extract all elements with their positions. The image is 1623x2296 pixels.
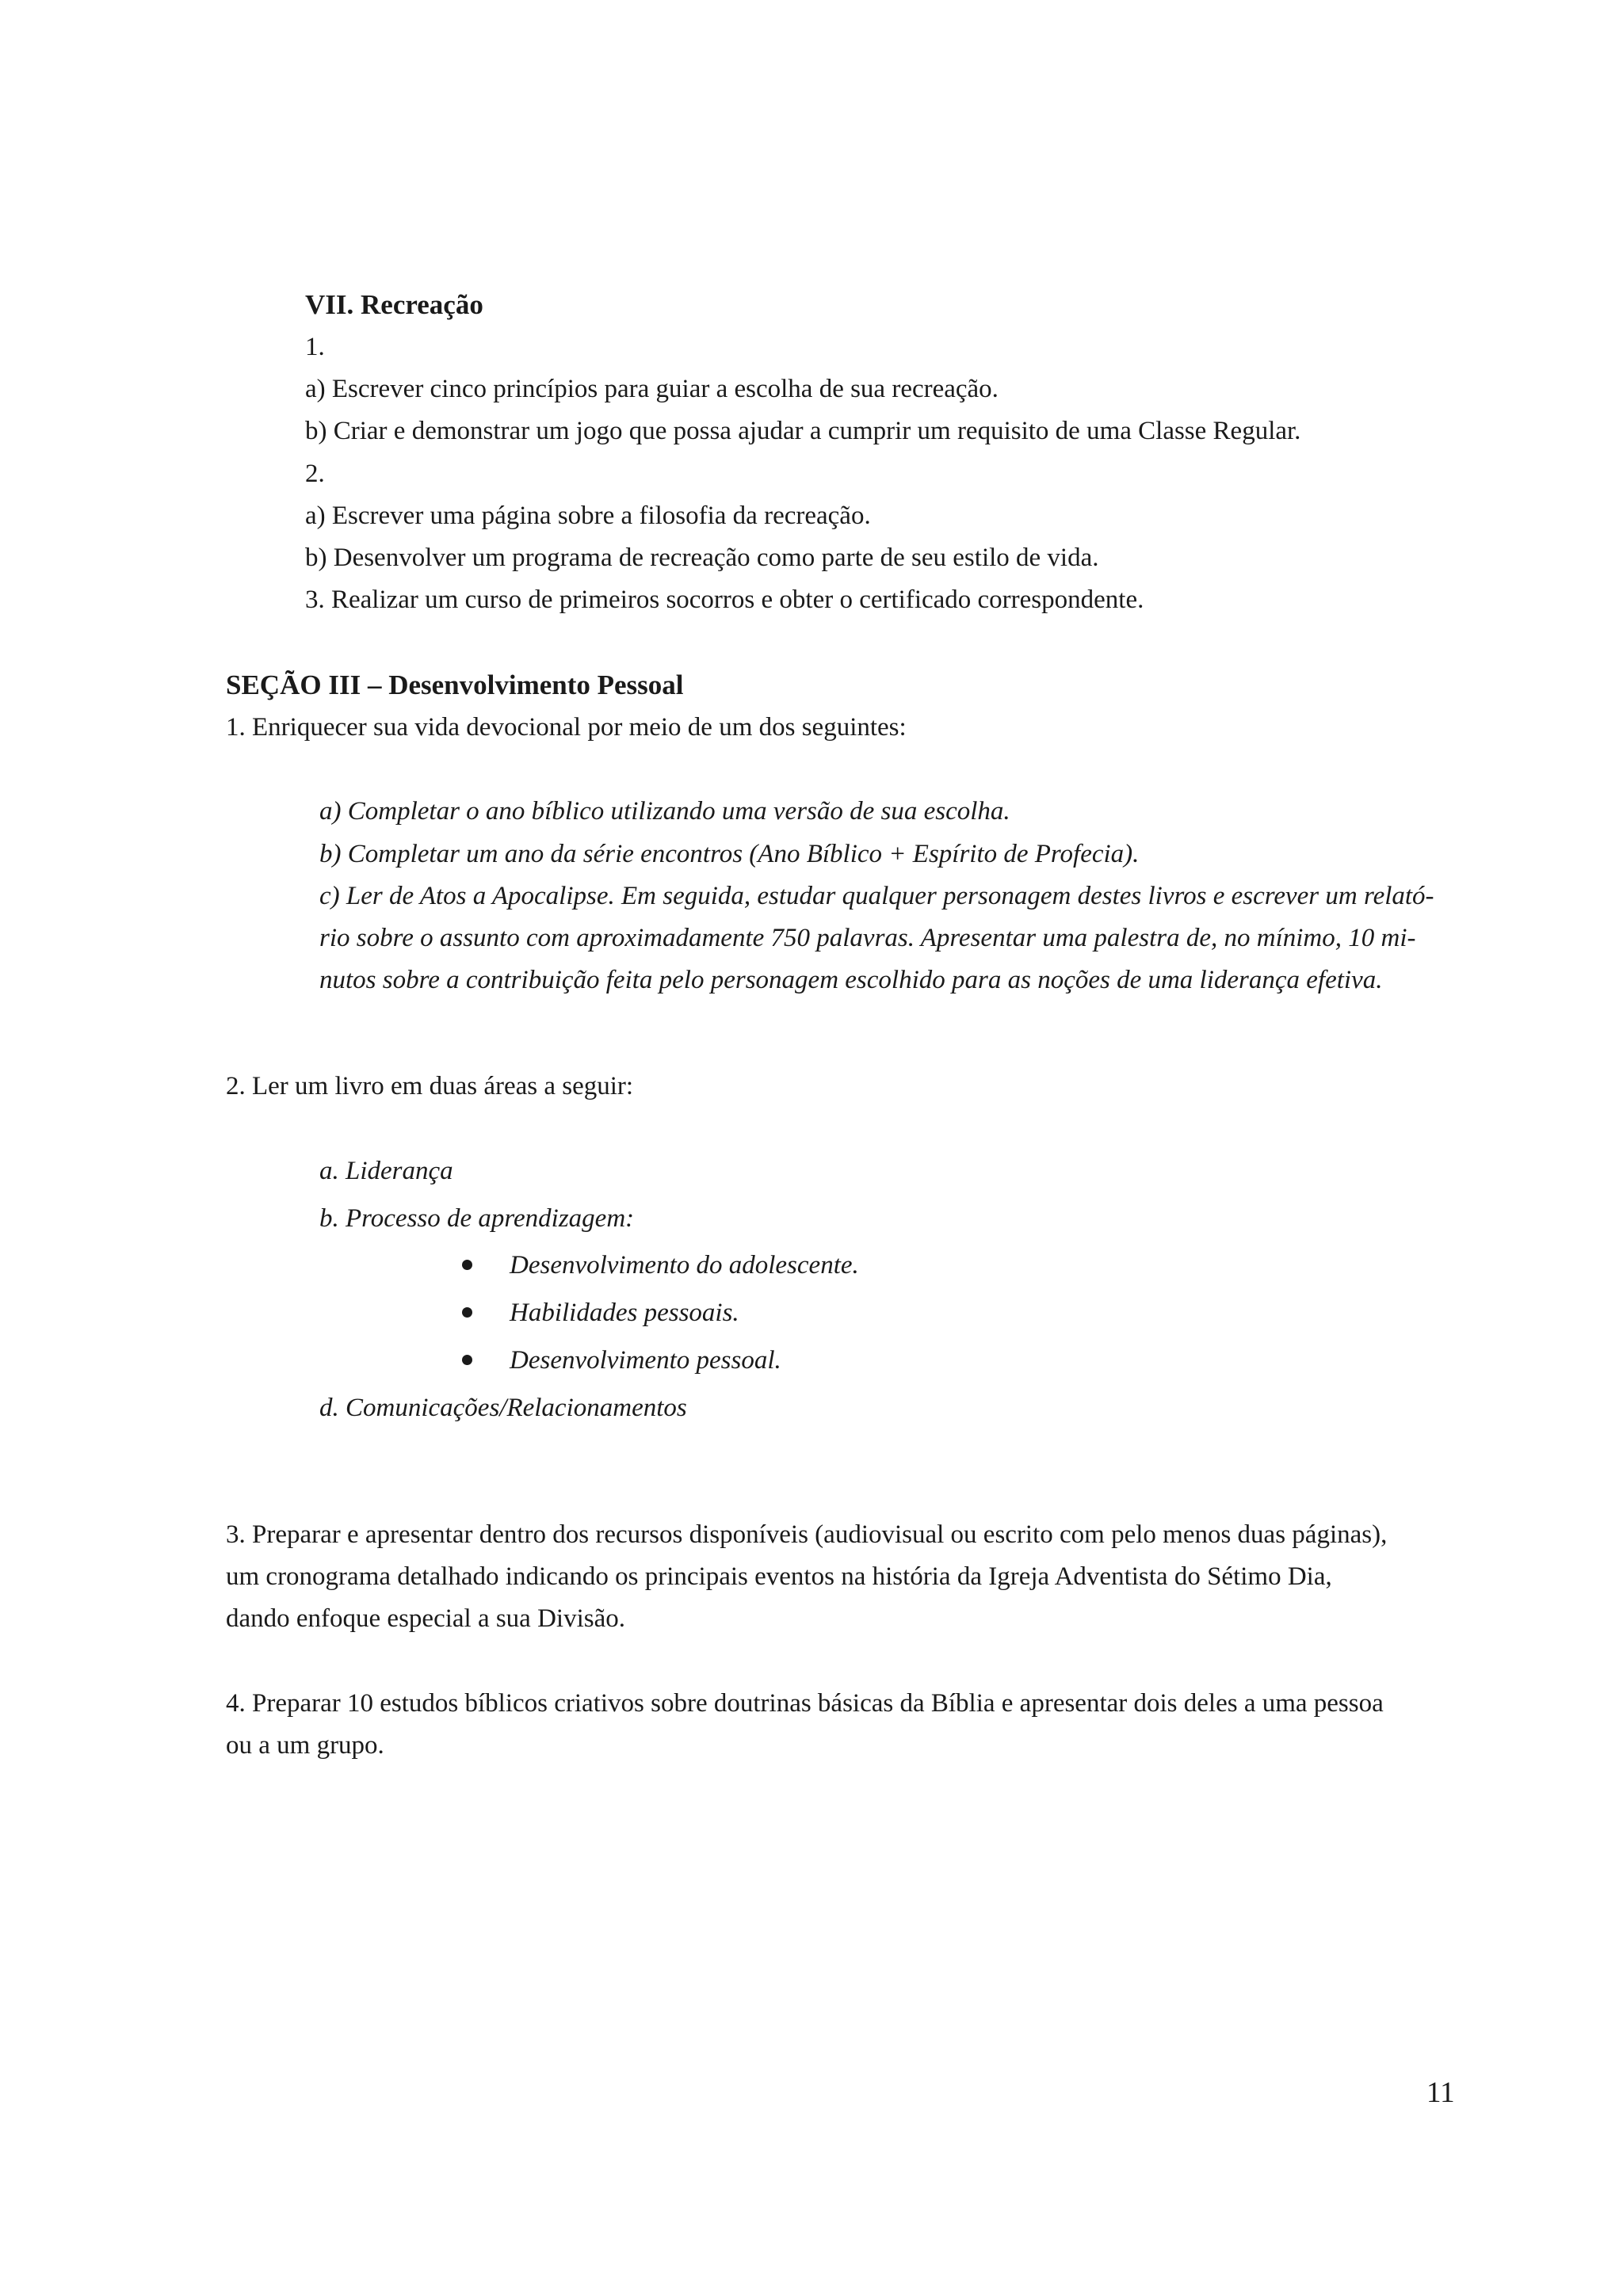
item-2b: b) Desenvolver um programa de recreação como parte de seu estilo de vida.: [305, 543, 1099, 572]
question-1-option-c-line1: c) Ler de Atos a Apocalipse. Em seguida, estudar qualquer personagem destes livros e escrever um relató-: [319, 882, 1434, 910]
question-1-option-c-line2: rio sobre o assunto com aproximadamente 750 palavras. Apresentar uma palestra de, no mínimo, 10 mi-: [319, 924, 1416, 952]
bullet-icon: [462, 1260, 472, 1270]
bullet-icon: [462, 1355, 472, 1365]
question-2-option-d: d. Comunicações/Relacionamentos: [319, 1394, 687, 1422]
bullet-icon: [462, 1307, 472, 1318]
item-number-2: 2.: [305, 460, 325, 488]
item-number-1: 1.: [305, 333, 325, 361]
question-1: 1. Enriquecer sua vida devocional por meio de um dos seguintes:: [226, 713, 907, 742]
question-3-line3: dando enfoque especial a sua Divisão.: [226, 1604, 625, 1633]
question-2: 2. Ler um livro em duas áreas a seguir:: [226, 1072, 634, 1100]
question-3-line1: 3. Preparar e apresentar dentro dos recursos disponíveis (audiovisual ou escrito com pelo menos duas páginas),: [226, 1520, 1388, 1549]
question-4-line1: 4. Preparar 10 estudos bíblicos criativos sobre doutrinas básicas da Bíblia e apresentar dois deles a uma pessoa: [226, 1689, 1384, 1718]
bullet-item-3: Desenvolvimento pessoal.: [510, 1346, 781, 1375]
question-4-line2: ou a um grupo.: [226, 1731, 384, 1760]
question-1-option-a: a) Completar o ano bíblico utilizando uma versão de sua escolha.: [319, 797, 1010, 826]
bullet-item-1: Desenvolvimento do adolescente.: [510, 1251, 859, 1280]
section-heading-desenvolvimento: SEÇÃO III – Desenvolvimento Pessoal: [226, 669, 684, 700]
item-1b: b) Criar e demonstrar um jogo que possa ajudar a cumprir um requisito de uma Classe Regular.: [305, 417, 1301, 445]
item-1a: a) Escrever cinco princípios para guiar a escolha de sua recreação.: [305, 375, 999, 403]
question-1-option-c-line3: nutos sobre a contribuição feita pelo personagem escolhido para as noções de uma liderança efetiva.: [319, 966, 1383, 994]
question-1-option-b: b) Completar um ano da série encontros (Ano Bíblico + Espírito de Profecia).: [319, 840, 1140, 868]
question-2-option-b: b. Processo de aprendizagem:: [319, 1204, 635, 1233]
bullet-item-2: Habilidades pessoais.: [510, 1299, 739, 1327]
item-3: 3. Realizar um curso de primeiros socorros e obter o certificado correspondente.: [305, 585, 1144, 614]
section-heading-recreacao: VII. Recreação: [305, 289, 483, 320]
question-3-line2: um cronograma detalhado indicando os principais eventos na história da Igreja Adventista do Sétimo Dia,: [226, 1562, 1332, 1591]
question-2-option-a: a. Liderança: [319, 1157, 453, 1185]
page-number: 11: [1426, 2077, 1455, 2109]
item-2a: a) Escrever uma página sobre a filosofia da recreação.: [305, 502, 871, 530]
